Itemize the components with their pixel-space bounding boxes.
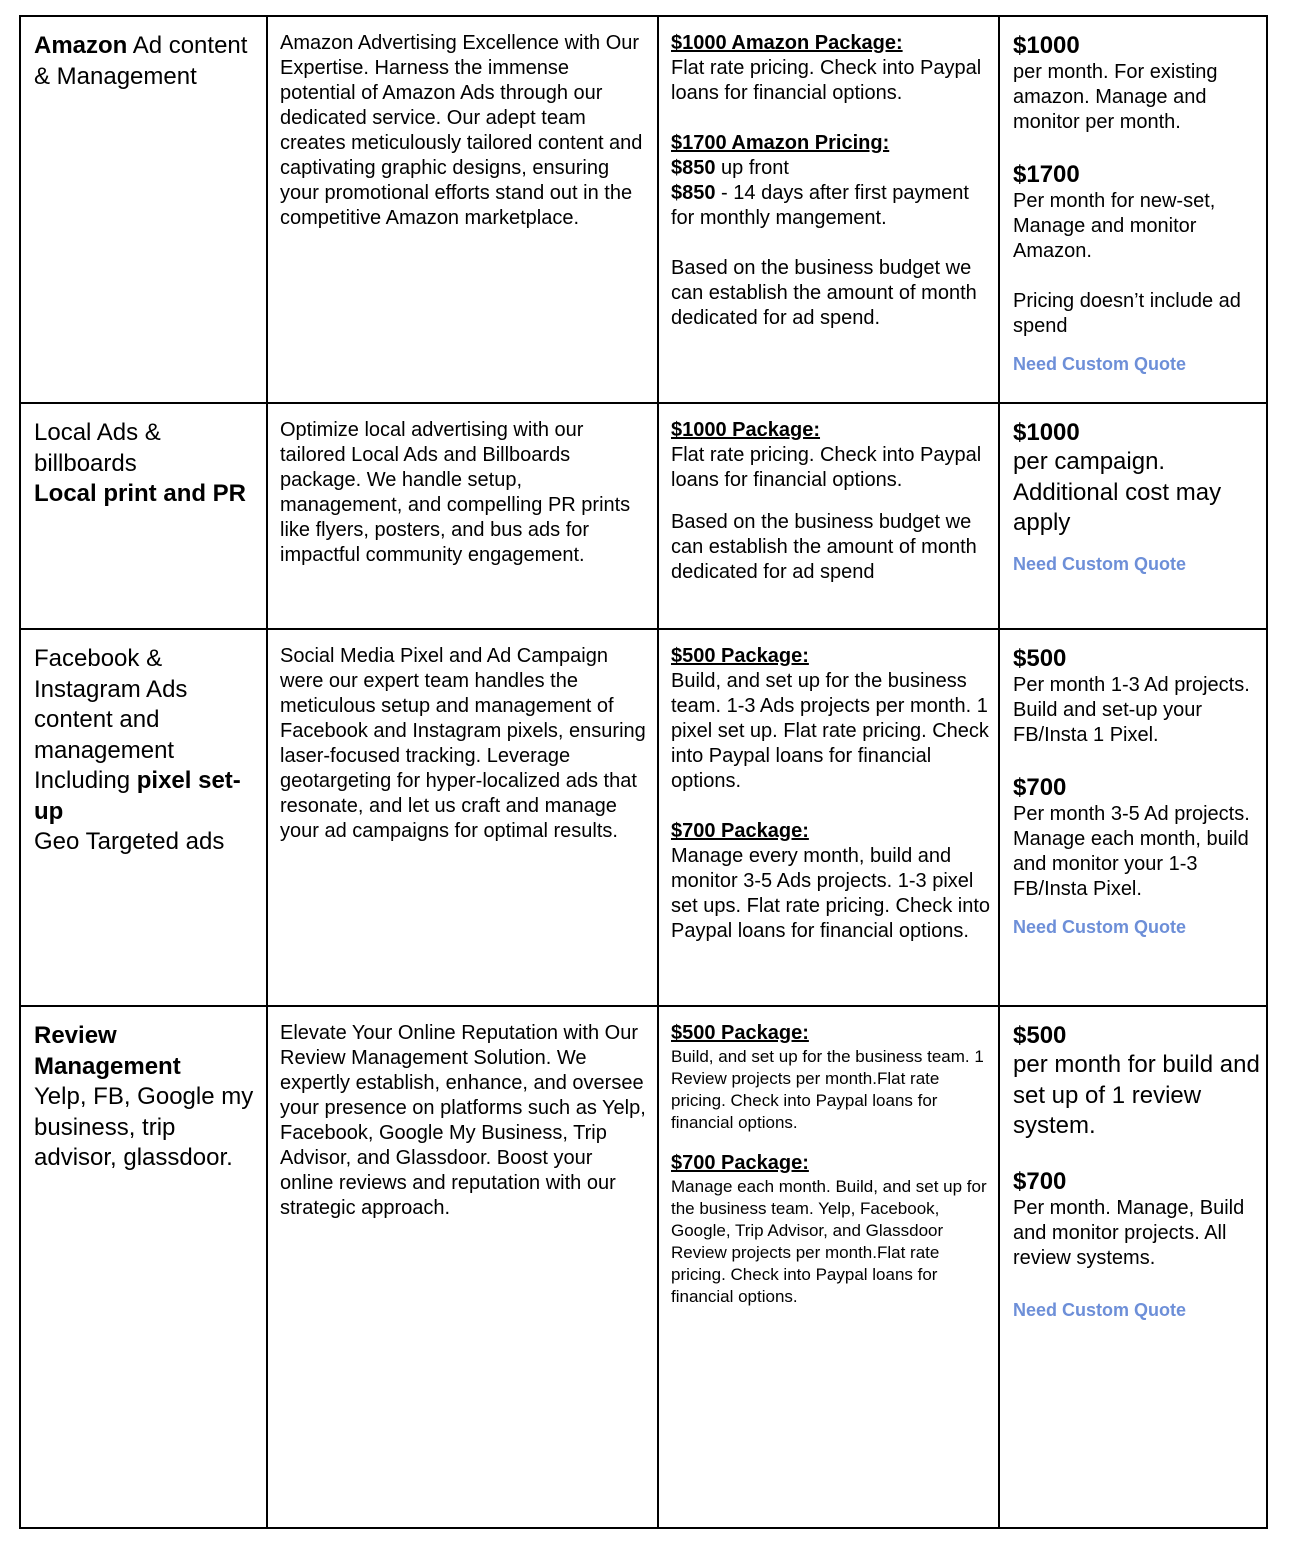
custom-quote-link[interactable]: Need Custom Quote bbox=[1013, 1299, 1187, 1320]
service-cell bbox=[20, 1006, 267, 1528]
pricing-cell bbox=[999, 629, 1267, 1006]
service-cell bbox=[20, 16, 267, 403]
price-description: Per month for new-set, Manage and monitor Amazon. bbox=[1013, 190, 1216, 262]
price-description: per month for build and set up of 1 review system. bbox=[1013, 1051, 1260, 1139]
service-name: Review Management Yelp, FB, Google my business, trip advisor, glassdoor. bbox=[34, 1022, 254, 1171]
price: $500 bbox=[1013, 1022, 1067, 1049]
service-name: Facebook & Instagram Ads content and management Including pixel set-up Geo Targeted ads bbox=[34, 645, 241, 855]
price-description: Per month 3-5 Ad projects. Manage each month, build and monitor your 1-3 FB/Insta Pixel. bbox=[1013, 803, 1250, 900]
packages-cell bbox=[658, 403, 999, 629]
price-note: Pricing doesn’t include ad spend bbox=[1013, 290, 1241, 337]
price: $1000 bbox=[1013, 32, 1080, 59]
price: $700 bbox=[1013, 774, 1067, 801]
price-description: Per month 1-3 Ad projects. Build and set-up your FB/Insta 1 Pixel. bbox=[1013, 674, 1250, 746]
package-heading: $700 Package: bbox=[671, 820, 809, 842]
package-text: Flat rate pricing. Check into Paypal loans for financial options. bbox=[671, 444, 982, 491]
pricing-cell bbox=[999, 403, 1267, 629]
service-name: Amazon Ad content & Management bbox=[34, 32, 248, 90]
pricing-cell bbox=[999, 1006, 1267, 1528]
custom-quote-link[interactable]: Need Custom Quote bbox=[1013, 917, 1187, 937]
package-heading: $1700 Amazon Pricing: bbox=[671, 132, 890, 154]
table-row bbox=[20, 629, 1267, 1006]
packages-cell bbox=[658, 629, 999, 1006]
custom-quote-link[interactable]: Need Custom Quote bbox=[1013, 553, 1187, 574]
package-heading: $500 Package: bbox=[671, 645, 809, 667]
pricing-table bbox=[19, 15, 1268, 1529]
service-description: Amazon Advertising Excellence with Our Expertise. Harness the immense potential of Amazon Ads through our dedicated service. Our adept team creates meticulously tailored content and captivating graphic designs, ensuring your promotional efforts stand out in the competitive Amazon marketplace. bbox=[280, 32, 643, 229]
package-note: Based on the business budget we can establish the amount of month dedicated for ad spend bbox=[671, 511, 977, 583]
price-description: per month. For existing amazon. Manage and monitor per month. bbox=[1013, 61, 1218, 133]
pricing-cell bbox=[999, 16, 1267, 403]
price: $1000 bbox=[1013, 419, 1080, 446]
price: $500 bbox=[1013, 645, 1067, 672]
description-cell bbox=[267, 1006, 658, 1528]
package-heading: $500 Package: bbox=[671, 1022, 809, 1044]
price-description: per campaign. Additional cost may apply bbox=[1013, 448, 1222, 536]
service-description: Social Media Pixel and Ad Campaign were our expert team handles the meticulous setup and management of Facebook and Instagram pixels, ensuring laser-focused tracking. Leverage geotargeting for hyper-localized ads that resonate, and let us craft and manage your ad campaigns for optimal results. bbox=[280, 645, 646, 842]
description-cell bbox=[267, 16, 658, 403]
table-row bbox=[20, 1006, 1267, 1528]
package-text: Flat rate pricing. Check into Paypal loans for financial options. bbox=[671, 57, 982, 104]
table-row bbox=[20, 403, 1267, 629]
package-text: Manage every month, build and monitor 3-5 Ads projects. 1-3 pixel set ups. Flat rate pricing. Check into Paypal loans for financial options. bbox=[671, 845, 991, 942]
price: $700 bbox=[1013, 1167, 1067, 1195]
package-heading: $1000 Amazon Package: bbox=[671, 32, 903, 54]
package-heading: $1000 Package: bbox=[671, 419, 821, 441]
service-description: Optimize local advertising with our tailored Local Ads and Billboards package. We handle setup, management, and compelling PR prints like flyers, posters, and bus ads for impactful community engagement. bbox=[280, 419, 631, 566]
package-text: Build, and set up for the business team. 1-3 Ads projects per month. 1 pixel set up. Flat rate pricing. Check into Paypal loans for financial options. bbox=[671, 670, 989, 792]
package-text: Manage each month. Build, and set up for the business team. Yelp, Facebook, Google, Trip Advisor, and Glassdoor Review projects per month.Flat rate pricing. Check into Paypal loans for financial options. bbox=[671, 1177, 987, 1306]
packages-cell bbox=[658, 16, 999, 403]
package-text: $850 up front bbox=[671, 157, 789, 179]
package-text: Build, and set up for the business team. 1 Review projects per month.Flat rate pricing. Check into Paypal loans for financial options. bbox=[671, 1047, 984, 1132]
packages-cell bbox=[658, 1006, 999, 1528]
service-cell bbox=[20, 403, 267, 629]
price: $1700 bbox=[1013, 161, 1080, 188]
package-text: $850 - 14 days after first payment for monthly mangement. bbox=[671, 182, 969, 229]
price-description: Per month. Manage, Build and monitor projects. All review systems. bbox=[1013, 1196, 1245, 1269]
table-row bbox=[20, 16, 1267, 403]
package-heading: $700 Package: bbox=[671, 1152, 809, 1174]
custom-quote-link[interactable]: Need Custom Quote bbox=[1013, 354, 1187, 374]
description-cell bbox=[267, 403, 658, 629]
service-name: Local Ads & billboards Local print and PR bbox=[34, 419, 247, 507]
service-cell bbox=[20, 629, 267, 1006]
service-description: Elevate Your Online Reputation with Our Review Management Solution. We expertly establish, enhance, and oversee your presence on platforms such as Yelp, Facebook, Google My Business, Trip Advisor, and Glassdoor. Boost your online reviews and reputation with our strategic approach. bbox=[280, 1022, 646, 1219]
description-cell bbox=[267, 629, 658, 1006]
package-note: Based on the business budget we can establish the amount of month dedicated for ad spend. bbox=[671, 257, 977, 329]
